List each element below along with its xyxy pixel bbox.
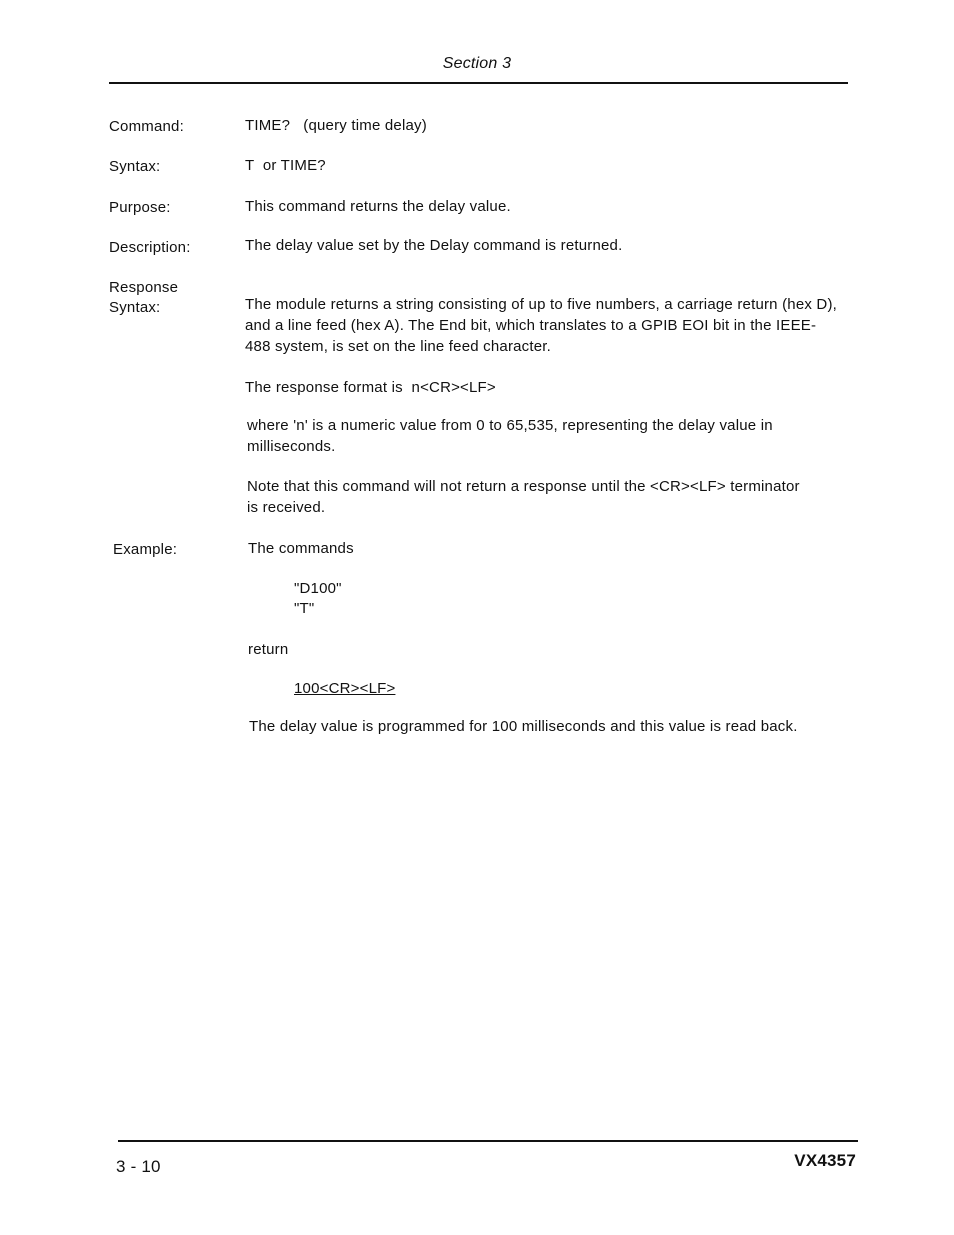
model-number: VX4357 — [794, 1151, 856, 1170]
section-header: Section 3 — [442, 55, 512, 72]
purpose-label: Purpose: — [109, 199, 171, 216]
example-return-label: return — [248, 641, 289, 658]
syntax-label: Syntax: — [109, 158, 161, 175]
response-paragraph-4: Note that this command will not return a response until the <CR><LF> terminator is received. — [247, 478, 800, 516]
example-command-2: "T" — [294, 600, 315, 617]
page-number: 3 - 10 — [116, 1157, 161, 1176]
syntax-value: T or TIME? — [245, 157, 326, 174]
response-format: The response format is n<CR><LF> — [245, 379, 496, 396]
command-value: TIME? (query time delay) — [245, 117, 427, 134]
description-value: The delay value set by the Delay command is returned. — [245, 237, 623, 254]
response-label-line-2: Syntax: — [109, 299, 161, 316]
response-label-line-1: Response — [109, 279, 179, 296]
example-intro: The commands — [248, 540, 354, 557]
footer-rule — [118, 1140, 858, 1142]
response-paragraph-1: The module returns a string consisting of up to five numbers, a carriage return (hex D), and a line feed (hex A). The End bit, which translates to a GPIB EOI bit in the IEEE-488 system, is set on the line feed character. — [245, 296, 838, 355]
example-conclusion: The delay value is programmed for 100 milliseconds and this value is read back. — [249, 718, 798, 735]
header-rule — [109, 82, 848, 84]
example-return-value: 100<CR><LF> — [294, 680, 396, 697]
purpose-value: This command returns the delay value. — [245, 198, 511, 215]
example-label: Example: — [113, 541, 178, 558]
description-label: Description: — [109, 239, 191, 256]
example-command-1: "D100" — [294, 580, 342, 597]
command-label: Command: — [109, 118, 184, 135]
response-paragraph-3: where 'n' is a numeric value from 0 to 65,535, representing the delay value in milliseconds. — [247, 417, 773, 455]
